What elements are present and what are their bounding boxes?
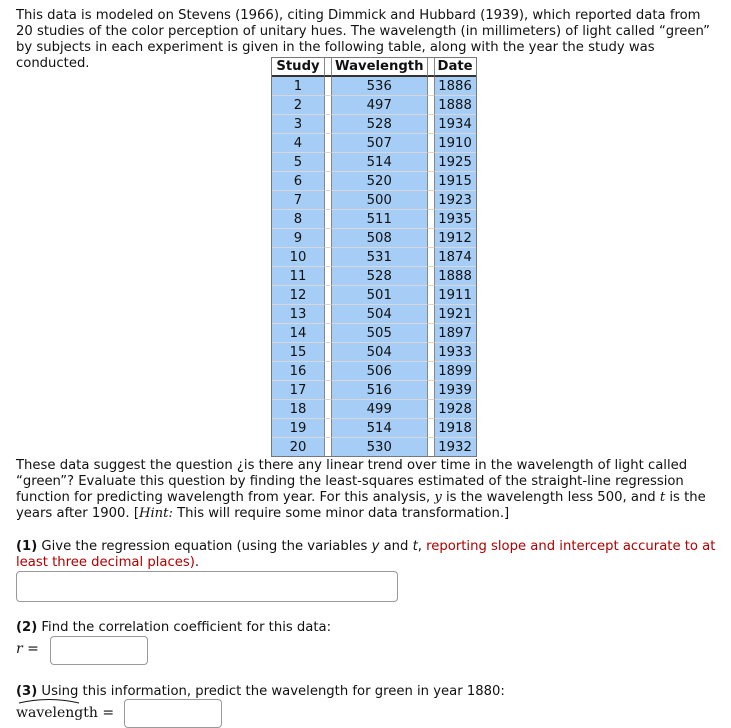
column-separator: [427, 419, 435, 438]
cell-date: 1888: [435, 96, 476, 115]
column-separator: [427, 267, 435, 286]
table-row: [272, 153, 476, 172]
hat-accent-icon: [18, 698, 80, 704]
cell-date: 1912: [435, 229, 476, 248]
column-separator: [427, 77, 435, 96]
q1-end: .: [194, 555, 200, 570]
question-1: [16, 539, 721, 571]
q1-number: (1): [16, 539, 38, 554]
cell-study: 18: [272, 400, 324, 419]
r-label: [16, 641, 39, 657]
table-row: [272, 324, 476, 343]
table-row: [272, 77, 476, 96]
table-row: [272, 115, 476, 134]
r-var: r: [16, 641, 23, 657]
column-separator: [324, 286, 332, 305]
q1-red-instruction: reporting slope and intercept accurate to at least three decimal places): [16, 539, 716, 570]
cell-wavelength: 504: [332, 343, 427, 362]
table-row: [272, 400, 476, 419]
column-separator: [324, 96, 332, 115]
cell-study: 5: [272, 153, 324, 172]
table-row: [272, 343, 476, 362]
q1-text-b: ,: [417, 539, 427, 554]
cell-date: 1874: [435, 248, 476, 267]
column-separator: [427, 172, 435, 191]
cell-study: 12: [272, 286, 324, 305]
cell-date: 1888: [435, 267, 476, 286]
table-row: [272, 96, 476, 115]
cell-study: 20: [272, 438, 324, 456]
cell-study: 15: [272, 343, 324, 362]
cell-wavelength: 511: [332, 210, 427, 229]
cell-study: 19: [272, 419, 324, 438]
hint-label: Hint:: [138, 506, 173, 521]
header-separator: [324, 58, 332, 77]
column-separator: [427, 343, 435, 362]
column-separator: [324, 229, 332, 248]
cell-date: 1923: [435, 191, 476, 210]
column-separator: [324, 324, 332, 343]
cell-date: 1897: [435, 324, 476, 343]
cell-study: 13: [272, 305, 324, 324]
column-separator: [427, 324, 435, 343]
para-text-1: These data suggest the question ¿is there any linear trend over time in the wavelength of light called “green”? Evaluate this question by finding the least-squares estimated of the straight-line regression function for predicting wavelength from year. For this analysis,: [16, 458, 688, 505]
question-3: [16, 684, 505, 699]
table-row: [272, 210, 476, 229]
var-y: y: [434, 490, 442, 505]
column-separator: [324, 77, 332, 96]
table-row: [272, 286, 476, 305]
regression-equation-input[interactable]: [16, 571, 398, 602]
cell-date: 1899: [435, 362, 476, 381]
q1-var-y: y: [371, 539, 380, 554]
column-separator: [324, 115, 332, 134]
column-separator: [427, 305, 435, 324]
column-separator: [427, 96, 435, 115]
cell-wavelength: 528: [332, 267, 427, 286]
column-separator: [427, 134, 435, 153]
r-equals: =: [22, 641, 39, 657]
column-separator: [427, 438, 435, 456]
table-row: [272, 248, 476, 267]
cell-wavelength: 530: [332, 438, 427, 456]
data-table: [271, 57, 477, 457]
column-separator: [427, 400, 435, 419]
cell-study: 10: [272, 248, 324, 267]
cell-wavelength: 507: [332, 134, 427, 153]
header-wavelength: Wavelength: [332, 58, 427, 77]
cell-date: 1932: [435, 438, 476, 456]
cell-study: 3: [272, 115, 324, 134]
column-separator: [427, 362, 435, 381]
column-separator: [324, 267, 332, 286]
cell-study: 6: [272, 172, 324, 191]
cell-date: 1918: [435, 419, 476, 438]
cell-date: 1886: [435, 77, 476, 96]
cell-date: 1910: [435, 134, 476, 153]
cell-wavelength: 505: [332, 324, 427, 343]
table-row: [272, 362, 476, 381]
column-separator: [324, 134, 332, 153]
q1-var-t: t: [412, 539, 418, 554]
column-separator: [427, 248, 435, 267]
table-row: [272, 381, 476, 400]
table-row: [272, 229, 476, 248]
column-separator: [427, 191, 435, 210]
table-row: [272, 134, 476, 153]
cell-wavelength: 514: [332, 153, 427, 172]
cell-study: 8: [272, 210, 324, 229]
column-separator: [427, 286, 435, 305]
column-separator: [324, 438, 332, 456]
hint-text: This will require some minor data transformation.]: [172, 506, 510, 521]
cell-date: 1921: [435, 305, 476, 324]
cell-wavelength: 500: [332, 191, 427, 210]
column-separator: [324, 172, 332, 191]
header-date: Date: [435, 58, 476, 77]
var-t: t: [659, 490, 666, 505]
column-separator: [324, 362, 332, 381]
header-separator: [427, 58, 435, 77]
column-separator: [324, 419, 332, 438]
table-row: [272, 267, 476, 286]
cell-study: 11: [272, 267, 324, 286]
cell-date: 1939: [435, 381, 476, 400]
column-separator: [324, 381, 332, 400]
column-separator: [324, 305, 332, 324]
cell-study: 17: [272, 381, 324, 400]
cell-wavelength: 504: [332, 305, 427, 324]
cell-date: 1935: [435, 210, 476, 229]
question-paragraph: [16, 458, 721, 522]
column-separator: [427, 153, 435, 172]
column-separator: [324, 191, 332, 210]
cell-wavelength: 508: [332, 229, 427, 248]
cell-wavelength: 536: [332, 77, 427, 96]
question-2: [16, 620, 331, 635]
cell-wavelength: 499: [332, 400, 427, 419]
table-row: [272, 438, 476, 456]
column-separator: [427, 210, 435, 229]
cell-study: 7: [272, 191, 324, 210]
cell-wavelength: 506: [332, 362, 427, 381]
cell-study: 9: [272, 229, 324, 248]
intro-text: This data is modeled on Stevens (1966), citing Dimmick and Hubbard (1939), which reported data from 20 studies of the color perception of unitary hues. The wavelength (in millimeters) of light called “green” by subjects in each experiment is given in the following table, along with the year the study was conducted.: [16, 8, 710, 71]
q2-text: Find the correlation coefficient for this data:: [37, 620, 332, 635]
cell-study: 14: [272, 324, 324, 343]
cell-wavelength: 497: [332, 96, 427, 115]
data-table-wrapper: [271, 57, 477, 457]
table-row: [272, 172, 476, 191]
cell-study: 4: [272, 134, 324, 153]
column-separator: [324, 400, 332, 419]
cell-wavelength: 514: [332, 419, 427, 438]
cell-date: 1911: [435, 286, 476, 305]
para-text-3: is the years after 1900. [: [16, 490, 706, 521]
cell-study: 16: [272, 362, 324, 381]
wavelength-label: [16, 705, 114, 721]
column-separator: [324, 343, 332, 362]
cell-study: 1: [272, 77, 324, 96]
correlation-input[interactable]: [50, 636, 148, 665]
cell-wavelength: 528: [332, 115, 427, 134]
cell-date: 1934: [435, 115, 476, 134]
column-separator: [427, 381, 435, 400]
table-body: [272, 77, 476, 456]
cell-date: 1915: [435, 172, 476, 191]
cell-wavelength: 516: [332, 381, 427, 400]
cell-date: 1933: [435, 343, 476, 362]
cell-wavelength: 531: [332, 248, 427, 267]
table-row: [272, 191, 476, 210]
q2-number: (2): [16, 620, 38, 635]
table-row: [272, 305, 476, 324]
q3-text: Using this information, predict the wavelength for green in year 1880:: [37, 684, 505, 699]
wavelength-var: wavelength: [16, 705, 98, 721]
cell-wavelength: 520: [332, 172, 427, 191]
cell-date: 1928: [435, 400, 476, 419]
header-study: Study: [272, 58, 324, 77]
q3-number: (3): [16, 684, 38, 699]
table-row: [272, 419, 476, 438]
cell-wavelength: 501: [332, 286, 427, 305]
wavelength-equals: =: [97, 705, 115, 721]
cell-date: 1925: [435, 153, 476, 172]
para-text-2: is the wavelength less 500, and: [441, 490, 660, 505]
column-separator: [427, 115, 435, 134]
column-separator: [324, 210, 332, 229]
cell-study: 2: [272, 96, 324, 115]
column-separator: [324, 153, 332, 172]
column-separator: [427, 229, 435, 248]
column-separator: [324, 248, 332, 267]
q1-and: and: [379, 539, 413, 554]
q1-text-a: Give the regression equation (using the variables: [37, 539, 372, 554]
table-header-row: [272, 58, 476, 77]
